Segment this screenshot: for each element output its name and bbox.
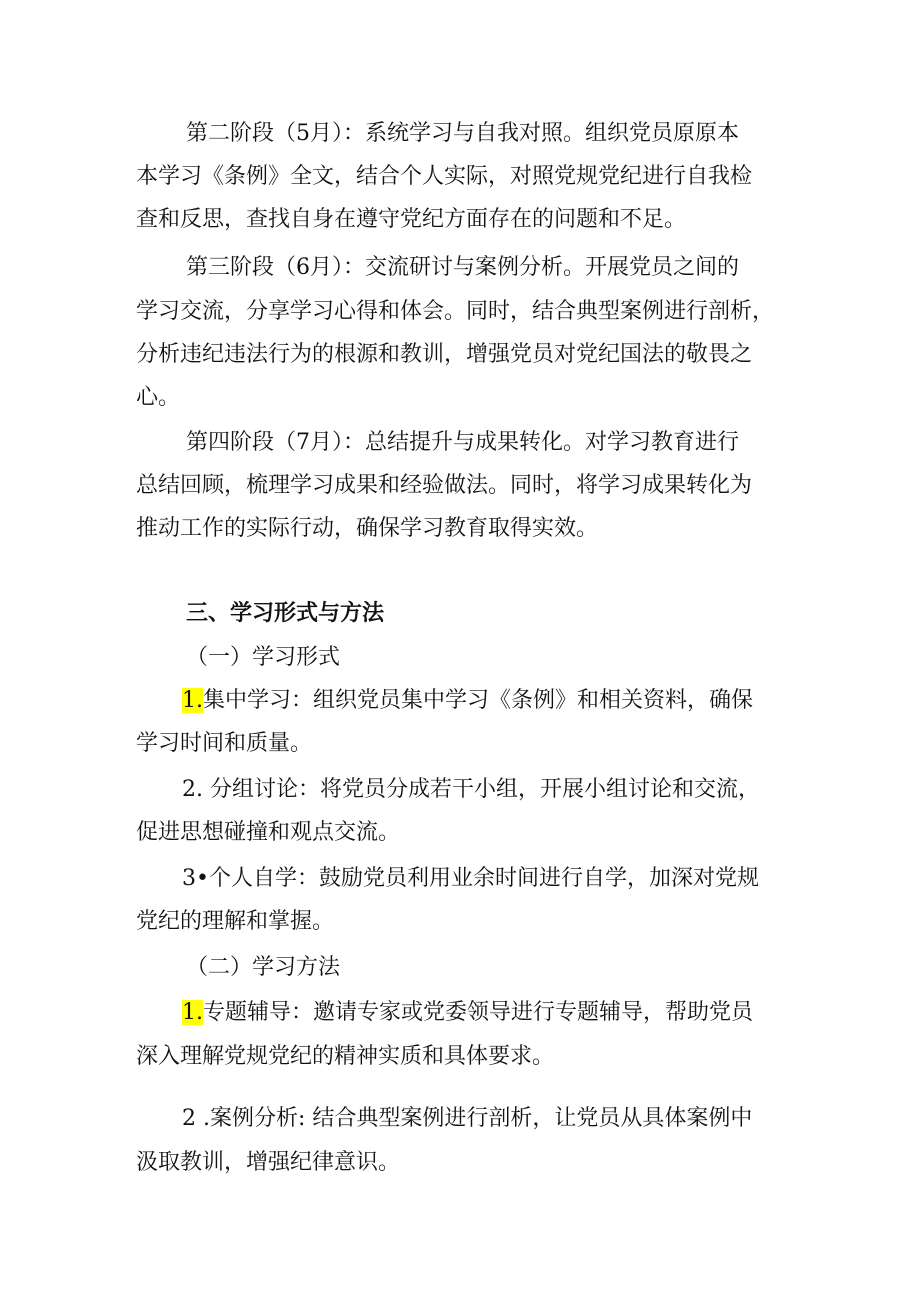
stage-3-line-4: 心。	[136, 385, 181, 410]
stage-4-line-1: 第四阶段（7月）：总结提升与成果转化。对学习教育进行	[186, 430, 739, 455]
forms-item-1-line-1	[182, 686, 753, 716]
forms-item-3-text: 个人自学：鼓励党员利用业余时间进行自学，加深对党规	[208, 866, 759, 891]
methods-item-2-line-2: 汲取教训，增强纪律意识。	[136, 1150, 401, 1175]
forms-item-2-text: 分组讨论：将党员分成若干小组，开展小组讨论和交流，	[203, 777, 760, 802]
methods-item-2-number: 2	[182, 1106, 196, 1131]
stage-2-line-3: 查和反思，查找自身在遵守党纪方面存在的问题和不足。	[136, 207, 687, 232]
stage-3-line-3: 分析违纪违法行为的根源和教训，增强党员对党纪国法的敬畏之	[136, 342, 753, 367]
stage-4-line-2: 总结回顾，梳理学习成果和经验做法。同时，将学习成果转化为	[136, 473, 753, 498]
forms-item-1-number: 1.	[182, 688, 203, 713]
methods-item-2-line-1	[182, 1104, 752, 1134]
forms-item-2-number: 2.	[182, 777, 203, 802]
methods-item-1-text: 专题辅导：邀请专家或党委领导进行专题辅导，帮助党员	[203, 1000, 754, 1025]
forms-item-3-line-1	[182, 864, 759, 894]
stage-2-line-2: 本学习《条例》全文，结合个人实际，对照党规党纪进行自我检	[136, 164, 753, 189]
forms-item-3-number: 3•	[182, 866, 209, 891]
section-heading: 三、学习形式与方法	[186, 600, 385, 626]
methods-item-1-line-2: 深入理解党规党纪的精神实质和具体要求。	[136, 1044, 555, 1069]
stage-2-line-1: 第二阶段（5月）：系统学习与自我对照。组织党员原原本	[186, 121, 739, 146]
forms-item-2-line-2: 促进思想碰撞和观点交流。	[136, 820, 401, 845]
stage-3-line-2: 学习交流，分享学习心得和体会。同时，结合典型案例进行剖析，	[136, 299, 775, 324]
methods-item-1-line-1	[182, 998, 753, 1028]
methods-item-1-number: 1.	[182, 1000, 203, 1025]
stage-4-line-3: 推动工作的实际行动，确保学习教育取得实效。	[136, 516, 599, 541]
methods-item-2-text: .案例分析: 结合典型案例进行剖析，让党员从具体案例中	[196, 1106, 753, 1131]
forms-item-1-line-2: 学习时间和质量。	[136, 731, 313, 756]
stage-3-line-1: 第三阶段（6月）：交流研讨与案例分析。开展党员之间的	[186, 255, 739, 280]
forms-item-1-text: 集中学习：组织党员集中学习《条例》和相关资料，确保	[203, 688, 754, 713]
methods-title: （二）学习方法	[186, 955, 341, 980]
forms-item-3-line-2: 党纪的理解和掌握。	[136, 909, 335, 934]
forms-item-2-line-1	[182, 775, 760, 805]
forms-title: （一）学习形式	[186, 645, 341, 670]
